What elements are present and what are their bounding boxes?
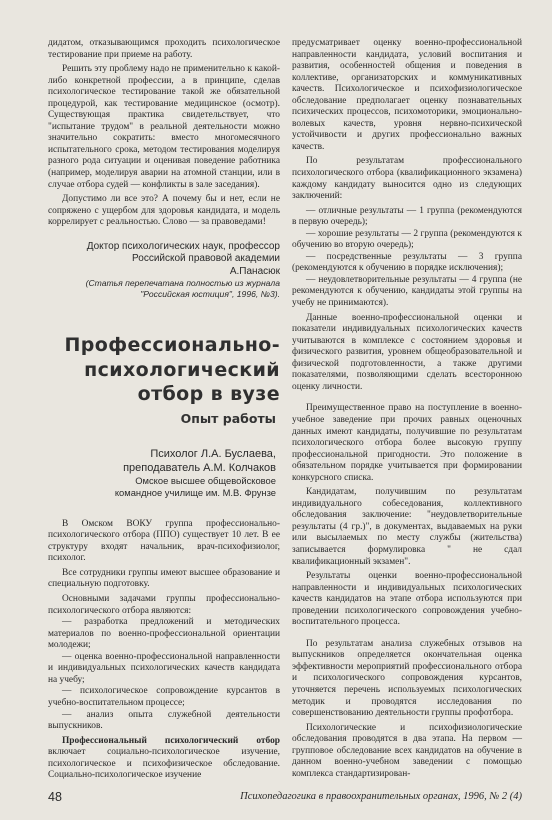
reprint-source: "Российская юстиция", 1996, №3). — [140, 288, 280, 299]
signature-line: Доктор психологических наук, профессор — [86, 240, 280, 252]
signature-line: Российской правовой академии — [132, 253, 280, 265]
journal-name: Психопедагогика в правоохранительных органах, 1996, № 2 (4) — [240, 791, 522, 802]
author-signature — [48, 241, 280, 300]
paragraph: Кандидатам, получившим по результатам индивидуального собеседования, коллективного обследования заключение: "неудовлетворительные результаты (4 гр.)", в документах, выдаваемых на руки или высылаемых по месту службы (жительства) записывается формулировка " не сдал квалификационный экзамен". — [292, 487, 522, 567]
organization-line: Омское высшее общевойсковое — [135, 474, 276, 486]
paragraph: Решить эту проблему надо не применительно к какой-либо конкретной профессии, а в принципе, сделав психологическое тестирование такой же обязательной процедурой, как тестирование медицинское (осмотр). Существующая практика свидетельствует, что "испытание трудом" в реальной деятельности можно значительно сократить: вместо многомесячного испытательного срока, методом тестирования моделируя разного рода ситуации и оценивая поведение работника (например, моделируя аварии на атомной станции, или в случае отбора судей — конфликты в зале заседания). — [48, 64, 280, 190]
paragraph: В Омском ВОКУ группа профессионально-психологического отбора (ППО) существует 10 лет. В ее структуру входят начальник, врач-психофизиолог, психолог. — [48, 518, 280, 564]
organization-line: командное училище им. М.В. Фрунзе — [114, 486, 276, 498]
list-item: — посредственные результаты — 3 группа (рекомендуются к обучению в порядке исключения); — [292, 251, 522, 274]
right-column — [292, 38, 522, 780]
paragraph-rest: включает социально-психологическое изучение, психологическое и психофизическое обследование. Социально-психологическое изучение — [48, 747, 280, 781]
bold-lead: Профессиональный психологический отбор — [62, 735, 280, 746]
page-footer — [48, 790, 522, 806]
article-subtitle: Опыт работы — [180, 410, 276, 426]
paragraph: Допустимо ли все это? А почему бы и нет, если не сопряжено с ущербом для здоровья кандидата, и модель коррелирует с реальностью. Слово — за правоведами! — [48, 194, 280, 228]
paragraph: По результатам профессионального психологического отбора (квалификационного экзамена) каждому кандидату выносится одно из следующих заключений: — [292, 156, 522, 202]
list-item: — неудовлетворительные результаты — 4 группа (не рекомендуются к обучению, кандидаты этой группы на учебу не принимаются). — [292, 274, 522, 309]
article-title-line: отбор в вузе — [137, 383, 280, 406]
paragraph: дидатом, отказывающимся проходить психологическое тестирование при приеме на работу. — [48, 38, 280, 60]
article-title-block — [48, 333, 280, 427]
paragraph: Психологические и психофизиологические обследования проводятся в два этапа. На первом — групповое обследование всех кандидатов на обучение в данном военно-учебном заведении с помощью комплекса стандартизирован- — [292, 722, 522, 779]
article-title-line: Профессионально- — [64, 334, 280, 357]
article-title-line: психологический — [84, 358, 280, 381]
list-item: — анализ опыта служебной деятельности выпускников. — [48, 709, 280, 732]
list-item: — отличные результаты — 1 группа (рекомендуются в первую очередь); — [292, 205, 522, 228]
left-column — [48, 38, 280, 782]
paragraph: Все сотрудники группы имеют высшее образование и специальную подготовку. — [48, 567, 280, 590]
signature-name: А.Панасюк — [229, 265, 280, 277]
page-number: 48 — [48, 790, 62, 804]
author-line: Психолог Л.А. Буслаева, — [150, 447, 276, 460]
paragraph: Основными задачами группы профессионально-психологического отбора являются: — [48, 594, 280, 616]
paragraph: По результатам анализа служебных отзывов на выпускников определяется окончательная оценка эффективности мероприятий профессионального отбора и психологического сопровождения курсантов, уточняется перечень используемых психологических методик и проводятся исследования по совершенствованию деятельности группы профотбора. — [292, 638, 522, 719]
reprint-note: (Статья перепечатана полностью из журнала — [85, 278, 280, 289]
list-item: — хорошие результаты — 2 группа (рекомендуются к обучению во вторую очередь); — [292, 228, 522, 251]
list-item: — оценка военно-профессиональной направленности и индивидуальных психологических качеств кандидата на учебу; — [48, 651, 280, 685]
paragraph — [48, 736, 280, 782]
paragraph: Результаты оценки военно-профессиональной направленности и индивидуальных психологических качеств кандидатов на этапе отбора используются при проведении психологического сопровождения учебно-воспитательного процесса. — [292, 571, 522, 628]
list-item: — разработка предложений и методических материалов по военно-профессиональной ориентации молодежи; — [48, 617, 280, 651]
paragraph: Данные военно-профессиональной оценки и показатели индивидуальных психологических качеств учитываются в комплексе с состоянием здоровья и физического развития, уровнем общеобразовательной и физической подготовленности, а также другими показателями, позволяющими сделать всесторонною оценку личности. — [292, 312, 522, 392]
list-item: — психологическое сопровождение курсантов в учебно-воспитательном процессе; — [48, 686, 280, 708]
author-line: преподаватель А.М. Колчаков — [123, 461, 276, 474]
paragraph: Преимущественное право на поступление в военно-учебное заведение при прочих равных оценочных данных имеют кандидаты, получившие по результатам психологического отбора более высокую группу профессиональной пригодности. Это положение в обязательном порядке учитывается при формировании конкурсного списка. — [292, 403, 522, 483]
article-body — [48, 519, 280, 782]
paragraph: предусматривает оценку военно-профессиональной направленности кандидата, условий воспитания и развития, особенностей общения и поведения в коллективе, организаторских и коммуникативных качеств. Психологическое и психофизиологическое обследование предполагает оценку познавательных психических процессов, психомоторики, эмоционально-волевых качеств, уровня нервно-психической устойчивости и других профессионально важных качеств. — [292, 38, 522, 152]
article-authors — [48, 447, 276, 499]
